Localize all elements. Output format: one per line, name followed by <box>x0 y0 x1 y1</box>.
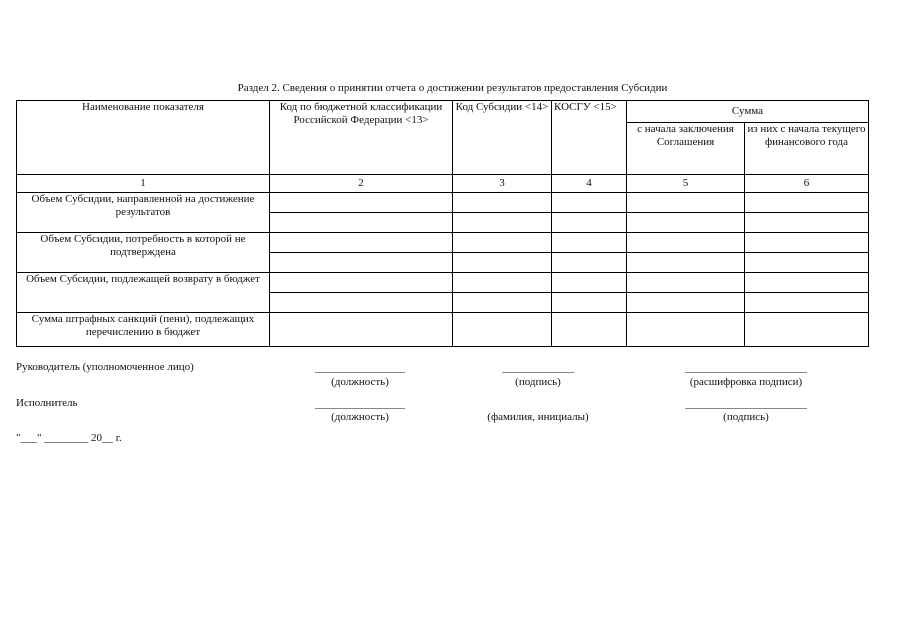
table-cell[interactable] <box>453 213 552 233</box>
section-title: Раздел 2. Сведения о принятии отчета о достижении результатов предоставления Субсидии <box>237 82 668 94</box>
table-cell[interactable] <box>745 193 869 213</box>
header-sum-since-start: с начала заключения Соглашения <box>627 123 745 175</box>
header-kosgu: КОСГУ <15> <box>552 101 627 175</box>
table-cell[interactable] <box>453 313 552 347</box>
table-row <box>17 313 869 347</box>
table-cell[interactable] <box>627 193 745 213</box>
table-row <box>17 233 869 253</box>
column-numbers-row <box>17 175 869 193</box>
head-signature-line[interactable] <box>502 372 574 373</box>
executor-name-caption: (фамилия, инициалы) <box>487 411 589 423</box>
table-cell[interactable] <box>745 313 869 347</box>
table-cell[interactable] <box>270 293 453 313</box>
column-number: 5 <box>627 175 745 193</box>
head-signature-caption: (подпись) <box>515 376 561 388</box>
head-position-caption: (должность) <box>331 376 389 388</box>
row-label-directed: Объем Субсидии, направленной на достижение результатов <box>17 193 270 233</box>
executor-signature-line[interactable] <box>685 408 807 409</box>
head-label: Руководитель (уполномоченное лицо) <box>16 361 194 373</box>
table-cell[interactable] <box>552 253 627 273</box>
table-cell[interactable] <box>453 253 552 273</box>
column-number: 2 <box>270 175 453 193</box>
executor-position-line[interactable] <box>315 408 405 409</box>
header-budget-code: Код по бюджетной классификации Российской Федерации <13> <box>270 101 453 175</box>
head-decoding-caption: (расшифровка подписи) <box>689 376 803 388</box>
table-row <box>17 193 869 213</box>
table-cell[interactable] <box>745 293 869 313</box>
header-subsidy-code: Код Субсидии <14> <box>453 101 552 175</box>
column-number: 6 <box>745 175 869 193</box>
table-cell[interactable] <box>552 213 627 233</box>
column-number: 1 <box>17 175 270 193</box>
head-decoding-line[interactable] <box>685 372 807 373</box>
table-cell[interactable] <box>627 313 745 347</box>
table-cell[interactable] <box>453 193 552 213</box>
row-label-unconfirmed: Объем Субсидии, потребность в которой не подтверждена <box>17 233 270 273</box>
table-cell[interactable] <box>745 233 869 253</box>
column-number: 4 <box>552 175 627 193</box>
table-cell[interactable] <box>270 233 453 253</box>
table-cell[interactable] <box>552 293 627 313</box>
table-cell[interactable] <box>552 193 627 213</box>
table-cell[interactable] <box>270 313 453 347</box>
table-cell[interactable] <box>552 233 627 253</box>
table-row <box>17 273 869 293</box>
table-cell[interactable] <box>552 273 627 293</box>
table-cell[interactable] <box>270 213 453 233</box>
table-cell[interactable] <box>453 233 552 253</box>
table-cell[interactable] <box>745 273 869 293</box>
row-label-return: Объем Субсидии, подлежащей возврату в бюджет <box>17 273 270 313</box>
table-cell[interactable] <box>627 213 745 233</box>
executor-label: Исполнитель <box>16 397 78 409</box>
table-cell[interactable] <box>627 293 745 313</box>
header-indicator: Наименование показателя <box>17 101 270 175</box>
report-table <box>16 100 869 347</box>
table-cell[interactable] <box>552 313 627 347</box>
table-cell[interactable] <box>453 293 552 313</box>
table-cell[interactable] <box>627 253 745 273</box>
table-cell[interactable] <box>627 233 745 253</box>
head-position-line[interactable] <box>315 372 405 373</box>
table-cell[interactable] <box>270 273 453 293</box>
header-sum: Сумма <box>627 101 869 123</box>
executor-position-caption: (должность) <box>331 411 389 423</box>
executor-signature-caption: (подпись) <box>723 411 769 423</box>
table-cell[interactable] <box>453 273 552 293</box>
table-cell[interactable] <box>270 193 453 213</box>
table-cell[interactable] <box>745 213 869 233</box>
table-cell[interactable] <box>270 253 453 273</box>
date-line[interactable]: "___" ________ 20__ г. <box>16 432 122 444</box>
column-number: 3 <box>453 175 552 193</box>
table-cell[interactable] <box>627 273 745 293</box>
header-sum-current-year: из них с начала текущего финансового года <box>745 123 869 175</box>
table-cell[interactable] <box>745 253 869 273</box>
row-label-penalties: Сумма штрафных санкций (пени), подлежащих перечислению в бюджет <box>17 313 270 347</box>
